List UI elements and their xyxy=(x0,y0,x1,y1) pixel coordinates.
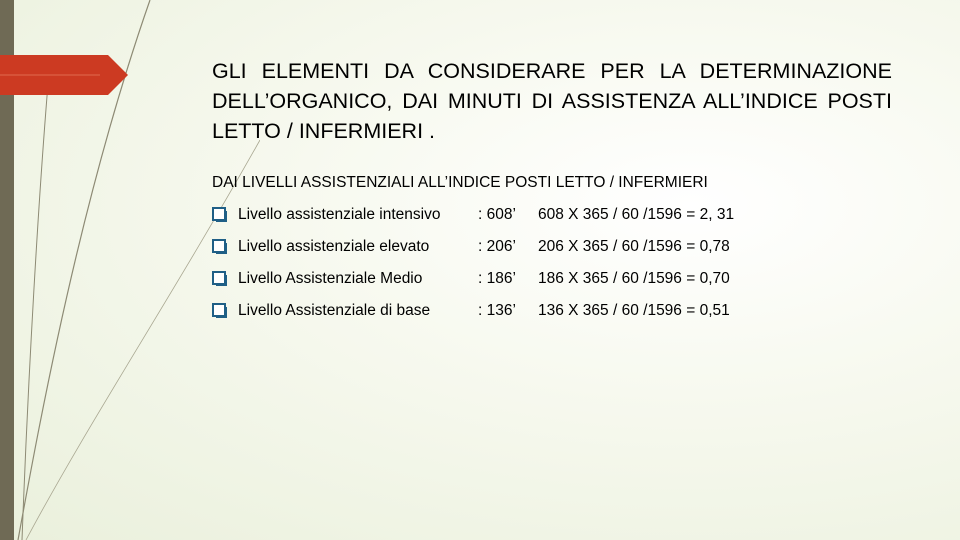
level-formula: 206 X 365 / 60 /1596 = 0,78 xyxy=(538,238,730,255)
level-formula: 608 X 365 / 60 /1596 = 2, 31 xyxy=(538,206,735,223)
checkbox-square-icon xyxy=(212,271,228,287)
level-minutes: : 206’ xyxy=(478,238,516,255)
level-minutes: : 136’ xyxy=(478,302,516,319)
level-minutes: : 608’ xyxy=(478,206,516,223)
checkbox-square-icon xyxy=(212,303,228,319)
level-label: Livello Assistenziale Medio xyxy=(238,270,423,287)
level-minutes: : 186’ xyxy=(478,270,516,287)
section-subtitle: DAI LIVELLI ASSISTENZIALI ALL’INDICE POSTI LETTO / INFERMIERI xyxy=(212,174,708,191)
checkbox-square-icon xyxy=(212,239,228,255)
level-formula: 186 X 365 / 60 /1596 = 0,70 xyxy=(538,270,730,287)
level-label: Livello assistenziale elevato xyxy=(238,238,430,255)
slide-title: GLI ELEMENTI DA CONSIDERARE PER LA DETERMINAZIONE DELL’ORGANICO, DAI MINUTI DI ASSISTENZA ALL’INDICE POSTI LETTO / INFERMIERI . xyxy=(212,59,892,143)
level-label: Livello assistenziale intensivo xyxy=(238,206,441,223)
level-label: Livello Assistenziale di base xyxy=(238,302,431,319)
red-arrow-tab xyxy=(0,55,128,95)
checkbox-square-icon xyxy=(212,207,228,223)
level-formula: 136 X 365 / 60 /1596 = 0,51 xyxy=(538,302,730,319)
